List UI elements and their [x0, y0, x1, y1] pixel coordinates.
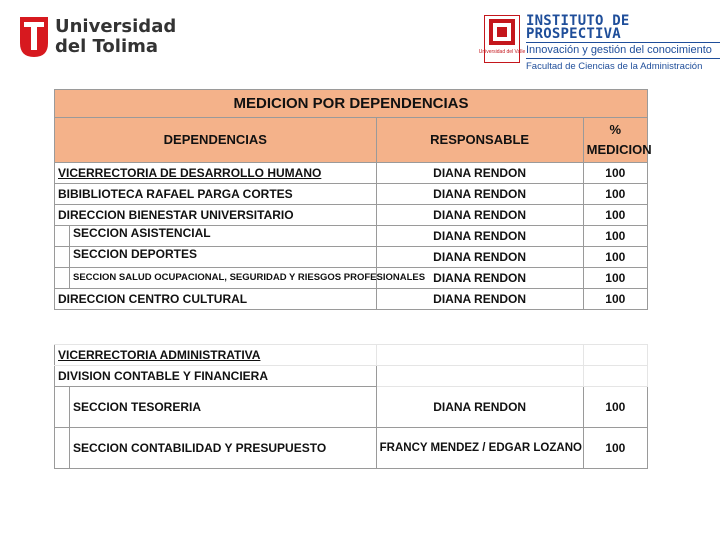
dependency-label: SECCION TESORERIA [73, 400, 202, 414]
table-row [55, 268, 648, 289]
ut-logo-line1: Universidad [55, 16, 177, 37]
dependency-cell-indented [55, 428, 377, 469]
responsable-cell: DIANA RENDON [376, 163, 583, 184]
header-dependencias: DEPENDENCIAS [55, 118, 377, 163]
pct-cell: 100 [583, 428, 647, 469]
table-row [55, 366, 648, 387]
table-row [55, 387, 648, 428]
crest-caption: Universidad del Valle [478, 49, 526, 55]
header-pct-symbol: % [609, 122, 622, 137]
dependency-cell-indented [55, 268, 426, 289]
medicion-table [54, 89, 652, 310]
header-medicion [583, 118, 652, 163]
dependency-cell: DIRECCION BIENESTAR UNIVERSITARIO [55, 205, 377, 226]
dependency-cell-indented [55, 387, 377, 428]
table-row [55, 163, 648, 184]
responsable-cell: DIANA RENDON [376, 387, 583, 428]
univalle-crest-icon [478, 15, 526, 63]
responsable-cell: DIANA RENDON [376, 247, 583, 268]
dependency-label: SECCION CONTABILIDAD Y PRESUPUESTO [73, 441, 327, 455]
ip-subtitle: Innovación y gestión del conocimiento [526, 44, 712, 56]
ut-logo-line2: del Tolima [55, 36, 159, 57]
universidad-del-tolima-logo [20, 17, 176, 57]
responsable-cell: DIANA RENDON [376, 268, 583, 289]
table-row [55, 184, 648, 205]
dependency-label: SECCION ASISTENCIAL [73, 226, 211, 240]
header-responsable: RESPONSABLE [376, 118, 583, 163]
responsable-cell: FRANCY MENDEZ / EDGAR LOZANO [376, 428, 583, 469]
pct-cell: 100 [583, 289, 647, 310]
section-heading: DIVISION CONTABLE Y FINANCIERA [55, 366, 377, 387]
responsable-cell: DIANA RENDON [376, 205, 583, 226]
dependency-cell: BIBIBLIOTECA RAFAEL PARGA CORTES [55, 184, 377, 205]
pct-cell: 100 [583, 387, 647, 428]
section-heading: VICERRECTORIA ADMINISTRATIVA [55, 345, 377, 366]
table-row [55, 428, 648, 469]
pct-cell: 100 [583, 247, 647, 268]
pct-cell: 100 [583, 268, 647, 289]
dependency-label: SECCION DEPORTES [73, 247, 198, 261]
dependency-cell: DIRECCION CENTRO CULTURAL [55, 289, 377, 310]
responsable-cell: DIANA RENDON [376, 289, 583, 310]
table-row [55, 247, 648, 268]
table-row [55, 289, 648, 310]
table-row [55, 226, 648, 247]
ut-shield-icon [20, 17, 48, 57]
pct-cell: 100 [583, 184, 647, 205]
dependency-label: SECCION SALUD OCUPACIONAL, SEGURIDAD Y RIESGOS PROFESIONALES [73, 272, 426, 283]
ip-title: INSTITUTO DE PROSPECTIVA [526, 13, 630, 42]
responsable-cell: DIANA RENDON [376, 184, 583, 205]
responsable-cell: DIANA RENDON [376, 226, 583, 247]
ip-faculty: Facultad de Ciencias de la Administración [526, 61, 703, 72]
table-title: MEDICION POR DEPENDENCIAS [55, 90, 648, 118]
pct-cell: 100 [583, 205, 647, 226]
dependency-cell-indented [55, 226, 377, 247]
pct-cell: 100 [583, 226, 647, 247]
instituto-prospectiva-logo [478, 13, 720, 73]
header-pct-label: MEDICION [586, 142, 652, 157]
table-row [55, 345, 648, 366]
pct-cell: 100 [583, 163, 647, 184]
table-row [55, 205, 648, 226]
dependency-cell: VICERRECTORIA DE DESARROLLO HUMANO [55, 163, 377, 184]
administrativa-table [54, 344, 648, 469]
dependency-cell-indented [55, 247, 377, 268]
